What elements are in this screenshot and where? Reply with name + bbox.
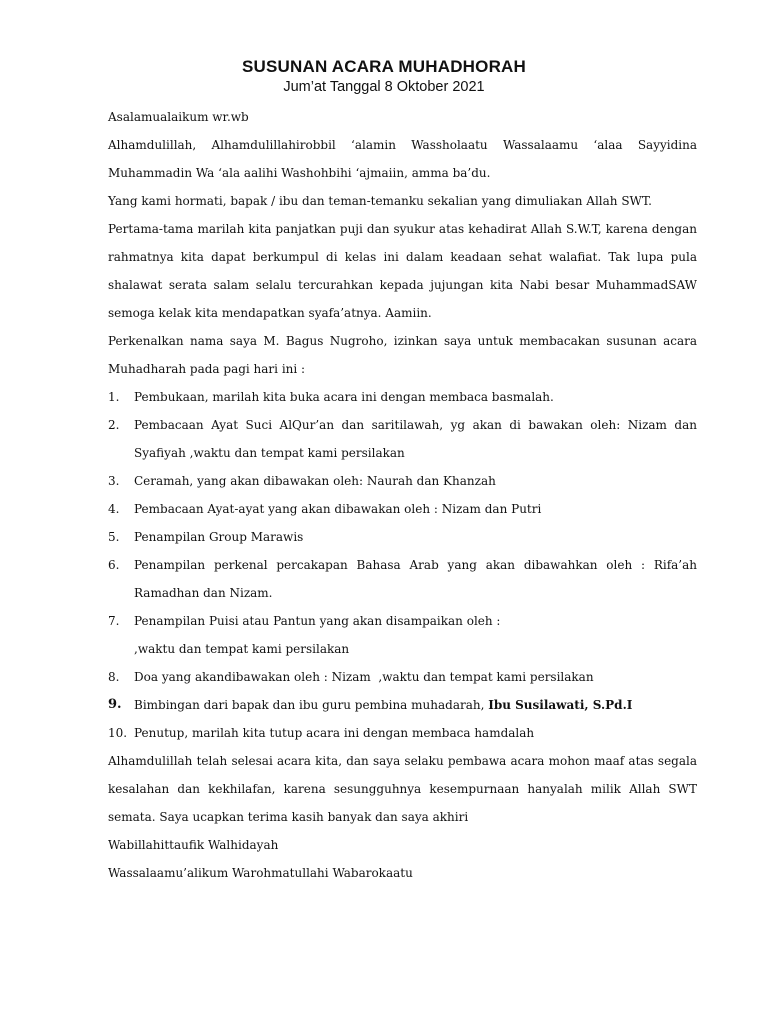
agenda-item: Pembacaan Ayat-ayat yang akan dibawakan oleh : Nizam dan Putri: [134, 502, 542, 516]
agenda-item: Penutup, marilah kita tutup acara ini dengan membaca hamdalah: [134, 726, 535, 740]
agenda-item-continued: Ramadhan dan Nizam.: [134, 586, 273, 600]
agenda-item: Penampilan Group Marawis: [134, 530, 304, 544]
agenda-number: 2.: [108, 418, 120, 432]
gratitude-line: shalawat serata salam selalu tercurahkan kepada jujungan kita Nabi besar MuhammadSAW: [108, 278, 697, 292]
opening-line: Muhammadin Wa ‘ala aalihi Washohbihi ‘ajmaiin, amma ba’du.: [108, 166, 491, 180]
document-title: SUSUNAN ACARA MUHADHORAH: [241, 57, 527, 76]
agenda-number: 3.: [108, 474, 120, 488]
intro-line: Perkenalkan nama saya M. Bagus Nugroho, izinkan saya untuk membacakan susunan acara: [108, 334, 697, 348]
agenda-item: [134, 696, 697, 714]
agenda-item-text: Bimbingan dari bapak dan ibu guru pembina muhadarah,: [134, 698, 489, 712]
agenda-number: 6.: [108, 558, 120, 572]
agenda-number: 5.: [108, 530, 120, 544]
closing-line: Alhamdulillah telah selesai acara kita, dan saya selaku pembawa acara mohon maaf atas segala: [108, 754, 697, 768]
agenda-item: Ceramah, yang akan dibawakan oleh: Naurah dan Khanzah: [134, 474, 496, 488]
wabillahi-text: Wabillahittaufik Walhidayah: [108, 838, 279, 852]
agenda-item: Penampilan perkenal percakapan Bahasa Arab yang akan dibawahkan oleh : Rifa’ah: [134, 558, 697, 572]
agenda-item-continued: ,waktu dan tempat kami persilakan: [134, 642, 350, 656]
document-subtitle: Jum’at Tanggal 8 Oktober 2021: [283, 79, 485, 95]
closing-line: semata. Saya ucapkan terima kasih banyak dan saya akhiri: [108, 810, 469, 824]
agenda-number: 10.: [108, 726, 128, 740]
intro-line: Muhadharah pada pagi hari ini :: [108, 362, 306, 376]
agenda-number: 9.: [108, 697, 122, 712]
closing-line: kesalahan dan kekhilafan, karena sesungguhnya kesempurnaan hanyalah milik Allah SWT: [108, 782, 697, 796]
agenda-item: Penampilan Puisi atau Pantun yang akan disampaikan oleh :: [134, 614, 501, 628]
guru-name: Ibu Susilawati, S.Pd.I: [488, 698, 633, 712]
opening-line: Alhamdulillah, Alhamdulillahirobbil ‘alamin Wassholaatu Wassalaamu ‘alaa Sayyidina: [108, 138, 697, 152]
agenda-item: Pembukaan, marilah kita buka acara ini dengan membaca basmalah.: [134, 390, 554, 404]
gratitude-line: rahmatnya kita dapat berkumpul di kelas ini dalam keadaan sehat walafiat. Tak lupa pula: [108, 250, 697, 264]
agenda-number: 4.: [108, 502, 120, 516]
agenda-item-continued: Syafiyah ,waktu dan tempat kami persilakan: [134, 446, 405, 460]
agenda-number: 1.: [108, 390, 120, 404]
gratitude-line: semoga kelak kita mendapatkan syafa’atnya. Aamiin.: [108, 306, 432, 320]
agenda-number: 8.: [108, 670, 120, 684]
agenda-item: Doa yang akandibawakan oleh : Nizam ,waktu dan tempat kami persilakan: [134, 670, 594, 684]
agenda-item: Pembacaan Ayat Suci AlQur’an dan saritilawah, yg akan di bawakan oleh: Nizam dan: [134, 418, 697, 432]
gratitude-line: Pertama-tama marilah kita panjatkan puji dan syukur atas kehadirat Allah S.W.T, karena dengan: [108, 222, 697, 236]
greeting-text: Asalamualaikum wr.wb: [108, 110, 249, 124]
respect-text: Yang kami hormati, bapak / ibu dan teman-temanku sekalian yang dimuliakan Allah SWT.: [108, 194, 652, 208]
farewell-text: Wassalaamu’alikum Warohmatullahi Wabarokaatu: [108, 866, 413, 880]
agenda-number: 7.: [108, 614, 120, 628]
